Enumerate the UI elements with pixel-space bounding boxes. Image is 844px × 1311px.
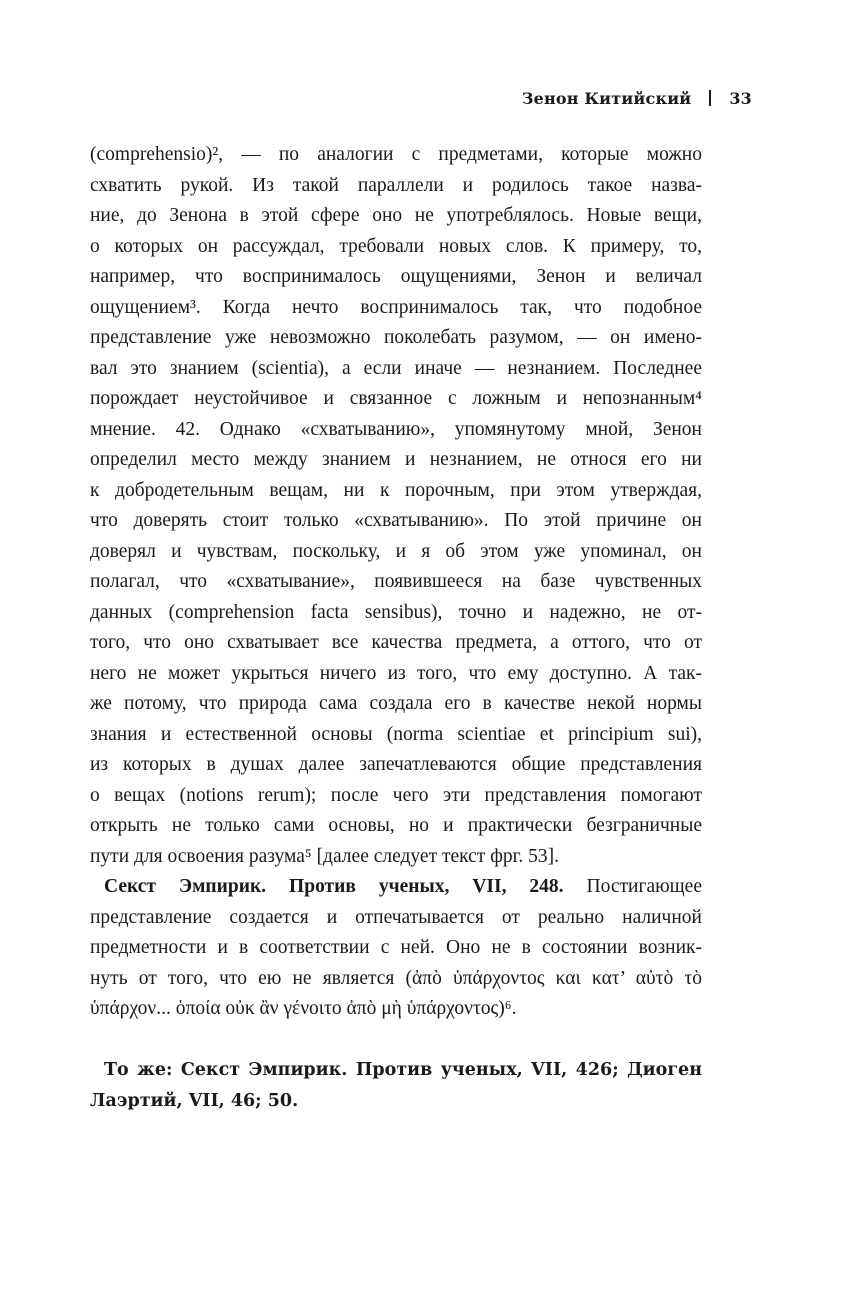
body-text	[90, 140, 702, 1117]
text-line: порождает неустойчивое и связанное с ложным и непознанным⁴	[90, 388, 702, 409]
text-line: ὑπάρχον... ὁποία οὐκ ἂν γένοιτο ἀπὸ μὴ ὑπάρχοντος)⁶.	[90, 998, 517, 1019]
text-line: из которых в душах далее запечатлеваются общие представления	[90, 754, 702, 775]
text-run: Постигающее	[563, 876, 702, 897]
text-line: представление уже невозможно поколебать разумом, — он имено-	[90, 327, 702, 348]
text-line: данных (comprehension facta sensibus), точно и надежно, не от-	[90, 601, 702, 623]
page-number: 33	[729, 88, 752, 108]
paragraph-fragment-continuation	[90, 140, 702, 872]
text-line: него не может укрыться ничего из того, что ему доступно. А так-	[90, 662, 702, 684]
text-line: что доверять стоит только «схватыванию». По этой причине он	[90, 510, 702, 531]
text-line: мнение. 42. Однако «схватыванию», упомянутому мной, Зенон	[90, 418, 702, 440]
text-line: представление создается и отпечатывается от реально наличной	[90, 906, 702, 928]
text-line: знания и естественной основы (norma scientiae et principium sui),	[90, 723, 702, 745]
text-line: о вещах (notions rerum); после чего эти представления помогают	[90, 784, 702, 806]
text-line: (comprehensio)², — по аналогии с предметами, которые можно	[90, 144, 702, 165]
text-line: ощущением³. Когда нечто воспринималось так, что подобное	[90, 296, 702, 318]
text-line: ние, до Зенона в этой сфере оно не употреблялось. Новые вещи,	[90, 205, 702, 226]
source-citation: Секст Эмпирик. Против ученых, VII, 248.	[104, 876, 564, 897]
text-line: вал это знанием (scientia), а если иначе — незнанием. Последнее	[90, 357, 702, 379]
text-line: того, что оно схватывает все качества предмета, а оттого, что от	[90, 632, 702, 653]
text-line: открыть не только сами основы, но и практически безграничные	[90, 815, 702, 836]
reference-line: То же: Секст Эмпирик. Против ученых, VII, 426; Диоген	[104, 1059, 702, 1080]
text-line: доверял и чувствам, поскольку, и я об этом уже упоминал, он	[90, 540, 702, 562]
running-title: Зенон Китийский	[521, 88, 692, 108]
running-head	[522, 84, 752, 112]
text-line: пути для освоения разума⁵ [далее следует текст фрг. 53].	[90, 845, 559, 867]
paragraph-sextus-248	[90, 872, 702, 1025]
paragraph-gap	[90, 1025, 702, 1055]
header-separator	[709, 90, 711, 106]
text-line: например, что воспринималось ощущениями, Зенон и величал	[90, 266, 702, 287]
text-line: к добродетельным вещам, ни к порочным, при этом утверждая,	[90, 479, 702, 501]
text-line: же потому, что природа сама создала его в качестве некой нормы	[90, 693, 702, 714]
text-line: определил место между знанием и незнанием, не относя его ни	[90, 449, 702, 470]
text-line	[90, 872, 702, 903]
text-line: полагал, что «схватывание», появившееся на базе чувственных	[90, 571, 702, 592]
reference-line: Лаэртий, VII, 46; 50.	[90, 1090, 299, 1111]
text-line: схватить рукой. Из такой параллели и родилось такое назва-	[90, 174, 702, 196]
text-line: о которых он рассуждал, требовали новых слов. К примеру, то,	[90, 235, 702, 257]
text-line: нуть от того, что ею не является (ἀπὸ ὑπάρχοντος και κατ’ αὐτὸ τὸ	[90, 967, 702, 989]
text-line: предметности и в соответствии с ней. Оно не в состоянии возник-	[90, 937, 702, 958]
see-also-reference	[90, 1055, 702, 1117]
